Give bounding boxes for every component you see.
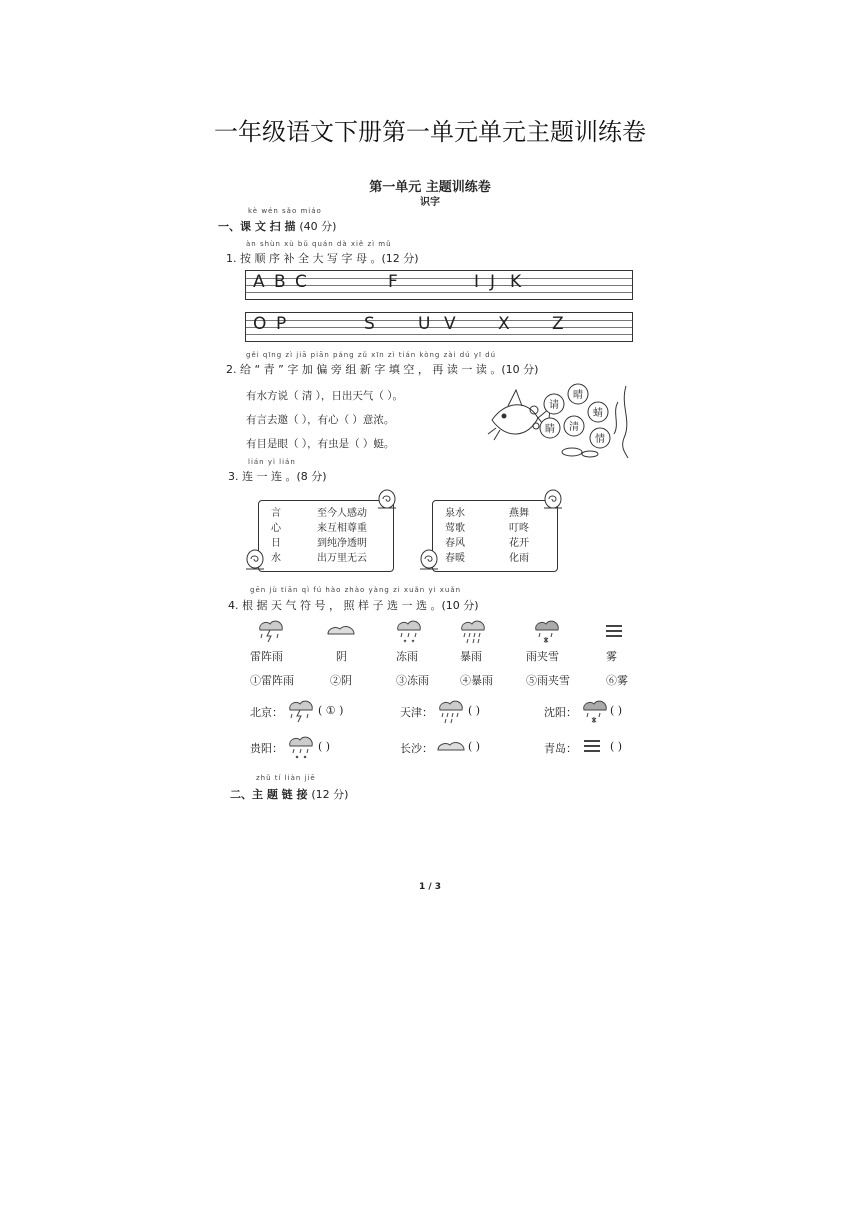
q2-label: 2. 给 “ 青 ” 字 加 偏 旁 组 新 字 填 空 ， 再 读 一 读 。(10 分) [226, 363, 539, 376]
q2-pinyin: gěi qīng zì jiā piān páng zǔ xīn zì tián kòng zài dú yī dú [246, 351, 497, 359]
match-item: 花开 [509, 538, 529, 549]
match-item: 言 [271, 508, 281, 519]
section2-heading [230, 786, 348, 802]
match-box-left [258, 500, 394, 572]
section1-heading [218, 218, 336, 234]
city-name: 贵阳： [250, 742, 283, 755]
match-item: 化雨 [509, 553, 529, 564]
symbol-name: 雷阵雨 [250, 650, 283, 663]
bubble [568, 384, 588, 404]
freezing-rain-icon [288, 734, 314, 760]
match-box-right [432, 500, 558, 572]
q4-label: 4. 根 据 天 气 符 号 ， 照 样 子 选 一 选 。(10 分) [228, 599, 479, 612]
rainstorm-icon [438, 698, 464, 724]
answer-blank[interactable]: ( ) [318, 740, 331, 753]
svg-text:蜻: 蜻 [593, 408, 603, 419]
thunderstorm-icon [288, 698, 314, 724]
bubble [544, 394, 564, 414]
sleet-icon [536, 621, 559, 643]
fog-icon [606, 626, 622, 636]
match-item: 心 [271, 523, 281, 534]
snail-icon [374, 486, 400, 510]
letter: U [418, 314, 431, 334]
q3-pinyin: lián yì lián [248, 458, 296, 466]
option: ⑥雾 [606, 674, 628, 687]
bubble [540, 418, 560, 438]
rainstorm-icon [462, 621, 485, 643]
q2-sentence-1: 有水方说（ 清 ），日出天气（ ）。 [246, 390, 404, 402]
letter: S [364, 314, 375, 334]
sleet-icon [582, 698, 608, 724]
option: ①雷阵雨 [250, 674, 294, 687]
match-item: 出万里无云 [317, 553, 367, 564]
freezing-rain-icon [398, 621, 421, 642]
city-name: 沈阳： [544, 706, 577, 719]
option: ③冻雨 [396, 674, 429, 687]
svg-text:晴: 晴 [573, 390, 583, 401]
q1-pinyin: àn shùn xù bǔ quán dà xiě zì mǔ [246, 240, 392, 248]
section2-pinyin: zhǔ tí liàn jiē [256, 774, 316, 782]
symbol-name: 冻雨 [396, 650, 418, 663]
bubble [590, 428, 610, 448]
svg-text:情: 情 [595, 434, 605, 445]
symbol-name: 暴雨 [460, 650, 482, 663]
match-item: 燕舞 [509, 508, 529, 519]
q2-sentence-3: 有目是眼（ ），有虫是（ ）蜓。 [246, 438, 395, 450]
symbol-name: 雨夹雪 [526, 650, 559, 663]
letter: P [276, 314, 287, 334]
city-name: 北京： [250, 706, 283, 719]
match-item: 莺歌 [445, 523, 465, 534]
snail-icon [416, 546, 442, 572]
q3-label: 3. 连 一 连 。(8 分) [228, 470, 327, 483]
overcast-icon [438, 738, 466, 754]
option: ②阴 [330, 674, 352, 687]
section2-label: 二、主 题 链 接 [230, 788, 308, 801]
q2-sentence-2: 有言去邀（ ），有心（ ）意浓。 [246, 414, 395, 426]
document-title: 一年级语文下册第一单元单元主题训练卷 [214, 118, 646, 146]
letter: C [295, 272, 307, 292]
answer-blank[interactable]: ( ) [610, 704, 623, 717]
svg-text:请: 请 [549, 400, 559, 411]
q1-label: 1. 按 顺 序 补 全 大 写 字 母 。(12 分) [226, 252, 419, 265]
snail-icon [540, 486, 566, 510]
match-item: 到纯净透明 [317, 538, 367, 549]
four-line-grid-1 [245, 270, 633, 300]
snail-icon [242, 546, 268, 572]
answer-blank[interactable]: ( ) [468, 740, 481, 753]
overcast-icon [328, 627, 354, 634]
weather-symbols-row [254, 618, 654, 646]
section1-pinyin: kè wén sǎo miáo [248, 207, 322, 215]
match-item: 叮咚 [509, 523, 529, 534]
match-item: 春暖 [445, 553, 465, 564]
letter: I [474, 272, 480, 292]
letter: F [388, 272, 398, 292]
letter: J [490, 272, 496, 292]
match-item: 至今人感动 [317, 508, 367, 519]
fog-icon [584, 738, 604, 754]
city-name: 长沙： [400, 742, 433, 755]
match-item: 日 [271, 538, 281, 549]
match-item: 春风 [445, 538, 465, 549]
match-item: 泉水 [445, 508, 465, 519]
page-number: 1 / 3 [418, 882, 442, 892]
letter: O [253, 314, 267, 334]
svg-text:清: 清 [569, 422, 579, 433]
letter: A [253, 272, 265, 292]
symbol-name: 雾 [606, 650, 617, 663]
letter: Z [552, 314, 564, 334]
four-line-grid-2 [245, 312, 633, 342]
bubble [588, 402, 608, 422]
match-item: 来互相尊重 [317, 523, 367, 534]
q4-pinyin: gēn jù tiān qì fú hào zhào yàng zi xuǎn yi xuǎn [250, 586, 462, 594]
letter: X [498, 314, 510, 334]
svg-text:睛: 睛 [545, 424, 555, 435]
letter: V [444, 314, 456, 334]
thunderstorm-icon [260, 621, 283, 642]
option: ④暴雨 [460, 674, 493, 687]
city-name: 青岛： [544, 742, 577, 755]
fish-bubbles-illustration [486, 382, 636, 460]
section2-score: (12 分) [311, 788, 349, 801]
worksheet-subtitle: 识字 [420, 197, 440, 208]
letter: B [274, 272, 286, 292]
section1-score: (40 分) [299, 220, 337, 233]
letter: K [510, 272, 522, 292]
match-item: 水 [271, 553, 281, 564]
option: ⑤雨夹雪 [526, 674, 570, 687]
answer-blank[interactable]: ( ) [468, 704, 481, 717]
section1-label: 一、课 文 扫 描 [218, 220, 296, 233]
city-name: 天津： [400, 706, 433, 719]
answer-blank[interactable]: ( ① ) [318, 704, 344, 717]
symbol-name: 阴 [336, 650, 347, 663]
bubble [564, 416, 584, 436]
worksheet-title: 第一单元 主题训练卷 [369, 180, 491, 195]
answer-blank[interactable]: ( ) [610, 740, 623, 753]
